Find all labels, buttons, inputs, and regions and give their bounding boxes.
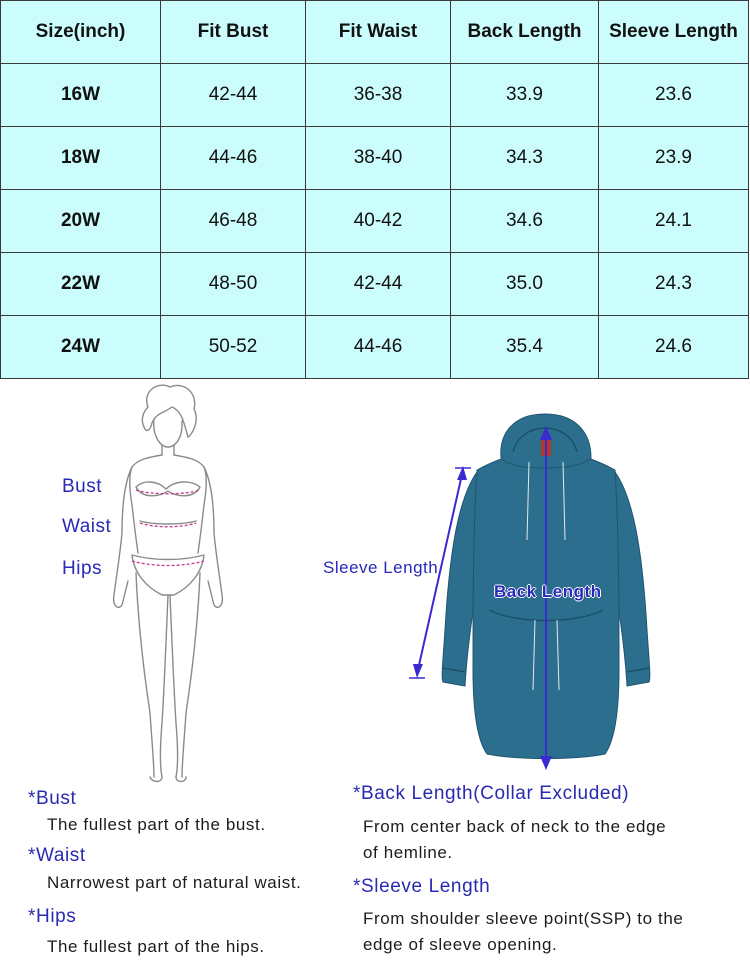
table-row [1,253,749,316]
cell-size: 18W [1,127,161,190]
body-measurement-figure [110,383,225,785]
label-bust: Bust [62,476,103,497]
table-row [1,316,749,379]
cell-back-length: 34.6 [451,190,599,253]
label-back-length: Back Length [494,582,602,601]
def-waist-text: Narrowest part of natural waist. [47,873,302,892]
cell-size: 22W [1,253,161,316]
cell-fit-waist: 36-38 [306,64,451,127]
cell-fit-bust: 50-52 [161,316,306,379]
size-chart-table [0,0,749,379]
cell-back-length: 34.3 [451,127,599,190]
def-sleeve-length-title: *Sleeve Length [353,876,491,897]
def-waist-title: *Waist [28,845,86,866]
cell-fit-bust: 48-50 [161,253,306,316]
cell-fit-waist: 40-42 [306,190,451,253]
cell-size: 16W [1,64,161,127]
def-sleeve-length-line2: edge of sleeve opening. [363,935,558,954]
header-size: Size(inch) [1,1,161,64]
def-bust-title: *Bust [28,788,77,809]
cell-sleeve-length: 24.6 [599,316,749,379]
def-hips-title: *Hips [28,906,77,927]
table-row [1,190,749,253]
def-back-length-title: *Back Length(Collar Excluded) [353,783,630,804]
cell-back-length: 33.9 [451,64,599,127]
header-sleeve-length: Sleeve Length [599,1,749,64]
def-bust-text: The fullest part of the bust. [47,815,266,834]
cell-size: 24W [1,316,161,379]
body-outline-icon [110,383,225,785]
def-back-length-line2: of hemline. [363,843,453,862]
cell-size: 20W [1,190,161,253]
cell-fit-bust: 44-46 [161,127,306,190]
cell-sleeve-length: 23.6 [599,64,749,127]
table-row [1,127,749,190]
cell-sleeve-length: 23.9 [599,127,749,190]
table-row [1,64,749,127]
def-sleeve-length-line1: From shoulder sleeve point(SSP) to the [363,909,684,928]
header-back-length: Back Length [451,1,599,64]
label-waist: Waist [62,516,112,537]
cell-back-length: 35.0 [451,253,599,316]
cell-fit-waist: 44-46 [306,316,451,379]
def-back-length-line1: From center back of neck to the edge [363,817,667,836]
table-header-row [1,1,749,64]
cell-back-length: 35.4 [451,316,599,379]
header-fit-bust: Fit Bust [161,1,306,64]
header-fit-waist: Fit Waist [306,1,451,64]
cell-fit-bust: 42-44 [161,64,306,127]
cell-fit-waist: 42-44 [306,253,451,316]
cell-sleeve-length: 24.1 [599,190,749,253]
cell-sleeve-length: 24.3 [599,253,749,316]
def-hips-text: The fullest part of the hips. [47,937,265,956]
label-hips: Hips [62,558,103,579]
cell-fit-bust: 46-48 [161,190,306,253]
cell-fit-waist: 38-40 [306,127,451,190]
label-sleeve-length: Sleeve Length [323,558,439,577]
